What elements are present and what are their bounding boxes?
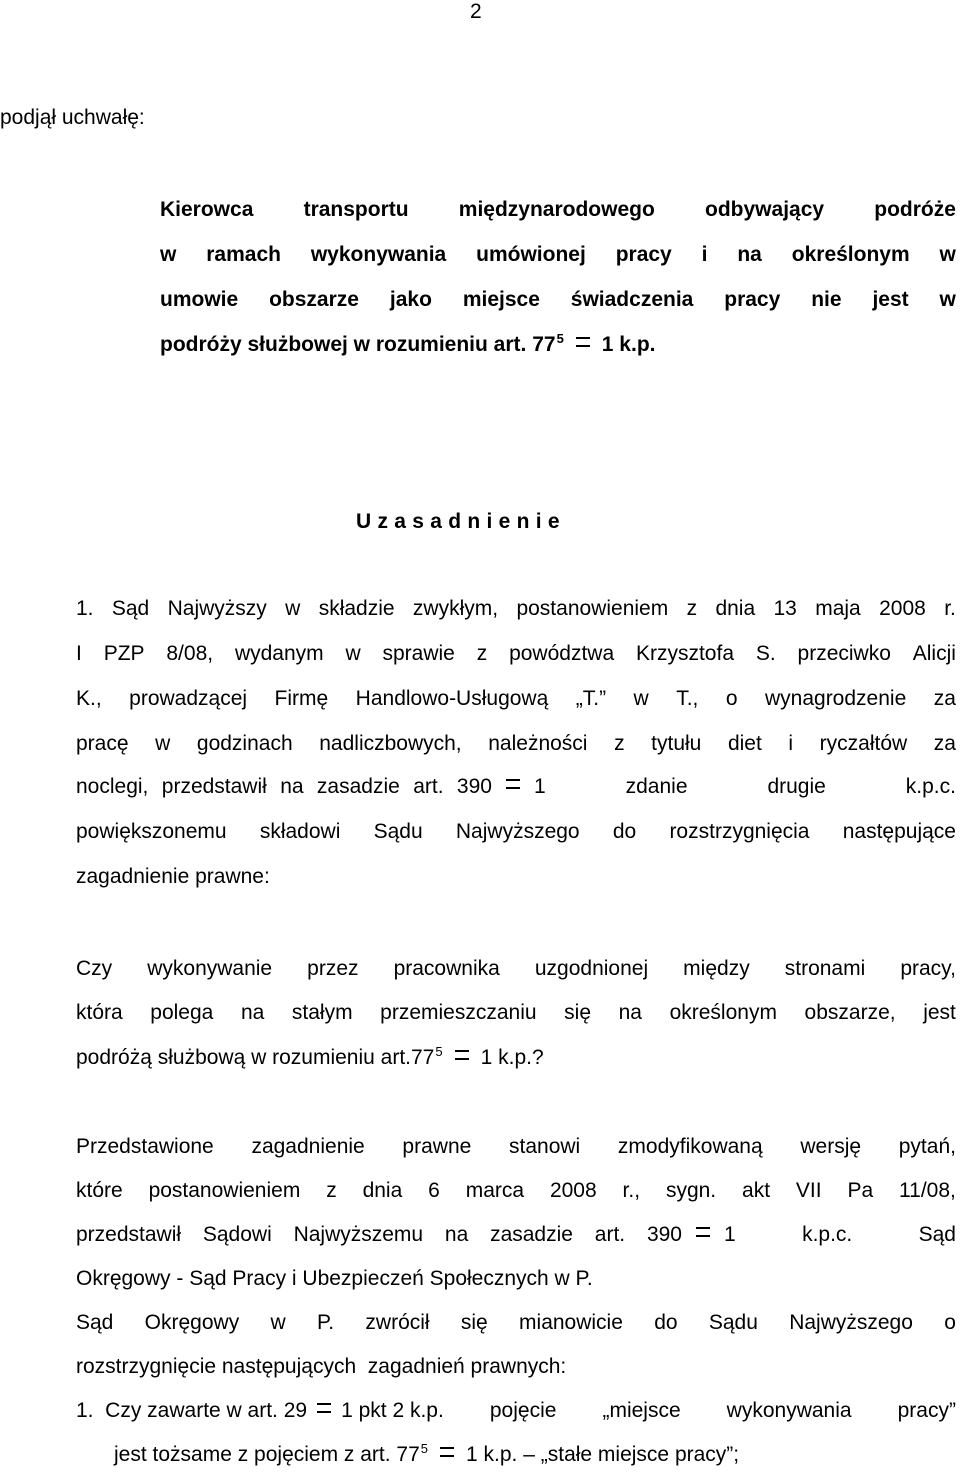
body-line-6 (76, 815, 956, 849)
word: noclegi, (76, 775, 149, 798)
word: 6 (428, 1179, 440, 1202)
word: Alicji (912, 642, 956, 665)
superscript: 5 (420, 1441, 429, 1456)
word: pojęcie (489, 1399, 557, 1422)
body-line-10-end: 1 k.p.? (480, 1046, 544, 1069)
word: Najwyższego (455, 820, 580, 843)
word: świadczenia (570, 288, 694, 311)
paragraph-symbol-icon (576, 328, 590, 348)
word: określonym (791, 243, 910, 266)
word: K., (76, 687, 102, 710)
body-line-9 (76, 996, 956, 1030)
body-line-13-a (76, 1218, 682, 1252)
body-line-4 (76, 727, 956, 761)
word: w (270, 1311, 286, 1334)
body-line-17 (76, 1394, 956, 1428)
word: międzynarodowego (458, 198, 655, 221)
word: prawne (402, 1135, 472, 1158)
word: sygn. (665, 1179, 717, 1202)
word: wydanym (234, 642, 324, 665)
word: zwrócił (365, 1311, 430, 1334)
body-line-18 (76, 1438, 956, 1472)
word: „miejsce (602, 1399, 681, 1422)
paragraph-symbol-icon (317, 1394, 331, 1414)
word: stronami (784, 957, 866, 980)
word: przedstawił (161, 775, 267, 798)
word: podróże (874, 198, 956, 221)
word: godzinach (196, 732, 293, 755)
word: Sąd (111, 597, 150, 620)
word: tytułu (651, 732, 702, 755)
word: za (933, 687, 956, 710)
word: Przedstawione (76, 1135, 214, 1158)
word: r. (944, 597, 956, 620)
word: 1. (76, 597, 94, 620)
word: Sądu (708, 1311, 758, 1334)
thesis-line-4-end: 1 k.p. (601, 333, 656, 356)
word: powiększonemu (76, 820, 227, 843)
word: wynagrodzenie (764, 687, 907, 710)
paragraph-symbol-icon (440, 1438, 454, 1458)
word: przemieszczaniu (380, 1001, 537, 1024)
word: 8/08, (166, 642, 214, 665)
word: do (612, 820, 637, 843)
body-line-11 (76, 1130, 956, 1164)
word: Pa (847, 1179, 874, 1202)
word: jest (923, 1001, 956, 1024)
word: uzgodnionej (534, 957, 649, 980)
word: w (155, 732, 171, 755)
body-line-13-b (724, 1218, 956, 1252)
word: Handlowo-Usługową (355, 687, 549, 710)
word: drugie (767, 775, 826, 798)
word: PZP (103, 642, 145, 665)
word: za (933, 732, 956, 755)
body-line-5-b (534, 770, 956, 804)
word: Najwyższy (167, 597, 267, 620)
word: określonym (669, 1001, 777, 1024)
word: przedstawił (76, 1223, 182, 1246)
word: VII (795, 1179, 822, 1202)
word: S. (755, 642, 776, 665)
word: z (326, 1179, 337, 1202)
body-line-18-text: jest tożsame z pojęciem z art. $77^5$ (114, 1441, 429, 1466)
superscript: 5 (556, 331, 564, 346)
body-line-2 (76, 637, 956, 671)
word: pracę (76, 732, 129, 755)
word: obszarze, (804, 1001, 896, 1024)
body-line-5 (76, 770, 956, 804)
word: Najwyższego (789, 1311, 913, 1334)
paragraph-symbol-icon (455, 1041, 469, 1061)
word: rozstrzygnięcia (669, 820, 810, 843)
word: w (345, 642, 361, 665)
word: P. (316, 1311, 335, 1334)
word: przeciwko (797, 642, 891, 665)
word: art. (413, 775, 444, 798)
word: ryczałtów (819, 732, 908, 755)
word: się (564, 1001, 592, 1024)
body-line-16 (76, 1350, 956, 1384)
word: w (633, 687, 649, 710)
word: z (614, 732, 625, 755)
word: pracy (615, 243, 672, 266)
word: art. (594, 1223, 626, 1246)
word: powództwa (509, 642, 615, 665)
body-line-17-b (341, 1394, 956, 1428)
word: na (444, 1223, 469, 1246)
word: 1 pkt 2 k.p. (341, 1399, 444, 1422)
word: 390 (456, 775, 492, 798)
word: zagadnienie (251, 1135, 365, 1158)
word: nadliczbowych, (319, 732, 462, 755)
word: umowie (160, 288, 239, 311)
body-line-7 (76, 860, 956, 894)
word: stanowi (509, 1135, 581, 1158)
body-line-10 (76, 1041, 956, 1075)
word: która (76, 1001, 123, 1024)
word: należności (488, 732, 588, 755)
word: 2008 (549, 1179, 597, 1202)
superscript: 5 (435, 1044, 443, 1059)
word: Krzysztofa (635, 642, 734, 665)
word: maja (815, 597, 861, 620)
word: postanowieniem (516, 597, 669, 620)
word: wykonywania (726, 1399, 852, 1422)
word: 13 (773, 597, 797, 620)
word: Sąd (918, 1223, 956, 1246)
word: na (737, 243, 762, 266)
word: T., (676, 687, 699, 710)
body-line-3 (76, 682, 956, 716)
word: jest (872, 288, 909, 311)
word: dnia (715, 597, 756, 620)
resolution-thesis (160, 193, 956, 373)
word: zmodyfikowaną (617, 1135, 763, 1158)
word: obszarze (269, 288, 359, 311)
word: r., (622, 1179, 641, 1202)
thesis-line-4-text: podróży służbowej w rozumieniu art. $77^5$ (160, 331, 564, 356)
body-line-5-a (76, 770, 492, 804)
thesis-line-2 (160, 238, 956, 283)
intro-text: podjął uchwałę: (0, 106, 145, 129)
word: pracy (724, 288, 781, 311)
word: zwykłym, (412, 597, 499, 620)
word: i (701, 243, 708, 266)
thesis-line-3 (160, 283, 956, 328)
word: o (725, 687, 738, 710)
word: 2008 (879, 597, 926, 620)
word: 1 (534, 775, 546, 798)
word: wykonywanie (147, 957, 273, 980)
word: prowadzącej (129, 687, 248, 710)
thesis-line-4 (160, 328, 956, 373)
word: Kierowca (160, 198, 254, 221)
word: „T.” (575, 687, 607, 710)
word: Okręgowy (144, 1311, 240, 1334)
word: na (618, 1001, 642, 1024)
word: które (76, 1179, 123, 1202)
word: w (939, 243, 956, 266)
word: przez (307, 957, 359, 980)
paragraph-symbol-icon (506, 770, 520, 790)
word: marca (465, 1179, 525, 1202)
body-line-17-a: 1. Czy zawarte w art. 29 (76, 1399, 308, 1422)
word: wersję (800, 1135, 862, 1158)
word: k.p.c. (905, 775, 956, 798)
word: 11/08, (899, 1179, 956, 1202)
word: składowi (259, 820, 341, 843)
word: Firmę (274, 687, 329, 710)
word: Czy (76, 957, 113, 980)
word: wykonywania (310, 243, 447, 266)
body-line-13 (76, 1218, 956, 1252)
word: składzie (318, 597, 395, 620)
word: jako (389, 288, 432, 311)
body-line-8 (76, 952, 956, 986)
word: nie (811, 288, 842, 311)
word: Sąd (76, 1311, 114, 1334)
word: polega (150, 1001, 214, 1024)
word: mianowicie (519, 1311, 623, 1334)
word: z (476, 642, 488, 665)
word: Sądowi (202, 1223, 272, 1246)
word: miejsce (462, 288, 540, 311)
word: w (285, 597, 301, 620)
word: dnia (362, 1179, 403, 1202)
page-number: 2 (470, 0, 482, 23)
word: I (76, 642, 82, 665)
body-line-14 (76, 1262, 956, 1296)
body-line-14-text: Okręgowy - Sąd Pracy i Ubezpieczeń Społecznych w P. (76, 1267, 593, 1290)
body-line-15 (76, 1306, 956, 1340)
word: między (683, 957, 750, 980)
word: akt (742, 1179, 771, 1202)
word: zasadzie (490, 1223, 573, 1246)
word: na (280, 775, 304, 798)
word: diet (727, 732, 762, 755)
thesis-line-1 (160, 193, 956, 238)
word: transportu (303, 198, 409, 221)
paragraph-symbol-icon (696, 1218, 710, 1238)
word: odbywający (705, 198, 825, 221)
word: z (686, 597, 698, 620)
body-line-10-text: podróżą służbową w rozumieniu $art.77^5$ (76, 1044, 443, 1069)
word: w (939, 288, 956, 311)
word: stałym (291, 1001, 353, 1024)
word: w (160, 243, 177, 266)
word: ramach (206, 243, 281, 266)
word: następujące (842, 820, 956, 843)
word: się (460, 1311, 488, 1334)
word: k.p.c. (802, 1223, 853, 1246)
word: o (944, 1311, 956, 1334)
word: pracy, (900, 957, 956, 980)
word: zdanie (625, 775, 688, 798)
section-heading: Uzasadnienie (356, 510, 566, 533)
word: pracy” (897, 1399, 956, 1422)
word: Sądu (373, 820, 423, 843)
word: 1 (724, 1223, 736, 1246)
body-line-1 (76, 592, 956, 626)
word: Najwyższemu (293, 1223, 424, 1246)
word: zasadzie (316, 775, 400, 798)
body-line-18-end: 1 k.p. – „stałe miejsce pracy”; (466, 1443, 740, 1466)
body-line-12 (76, 1174, 956, 1208)
word: i (788, 732, 794, 755)
body-line-16-text: rozstrzygnięcie następujących zagadnień prawnych: (76, 1355, 567, 1378)
word: postanowieniem (148, 1179, 301, 1202)
word: pytań, (898, 1135, 956, 1158)
word: na (240, 1001, 265, 1024)
word: do (654, 1311, 678, 1334)
word: 390 (646, 1223, 682, 1246)
body-line-7-text: zagadnienie prawne: (76, 865, 270, 888)
word: pracownika (393, 957, 500, 980)
word: umówionej (476, 243, 586, 266)
word: sprawie (382, 642, 455, 665)
